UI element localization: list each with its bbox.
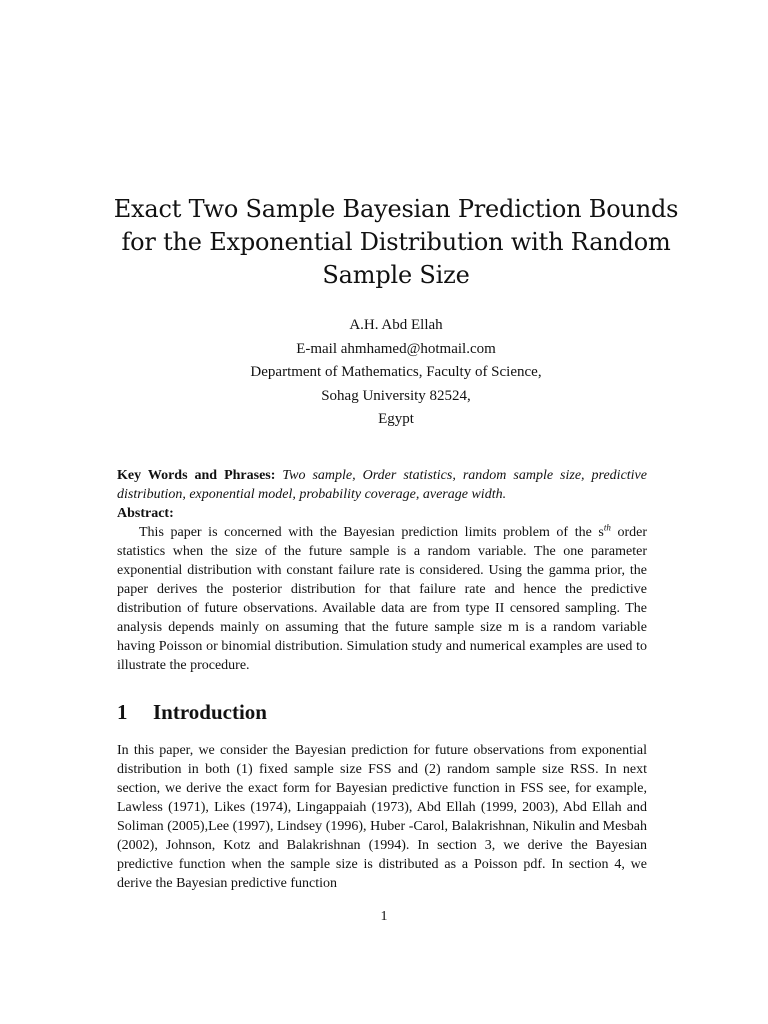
page-number: 1 xyxy=(380,909,388,924)
abstract-superscript: th xyxy=(603,522,611,533)
section-heading-introduction xyxy=(117,700,267,725)
introduction-paragraph: In this paper, we consider the Bayesian prediction for future observations from exponential distribution in both (1) fixed sample size FSS and (2) random sample size RSS. In next section, we derive the exact form for Bayesian predictive function in FSS see, for example, Lawless (1971), Likes (1974), Lingappaiah (1973), Abd Ellah (1999, 2003), Abd Ellah and Soliman (2005),Lee (1997), Lindsey (1996), Huber -Carol, Balakrishnan, Nikulin and Mesbah (2002), Johnson, Kotz and Balakrishnan (1994). In section 3, we derive the Bayesian predictive function when the sample size is distributed as a Poisson pdf. In section 4, we derive the Bayesian predictive function xyxy=(117,743,647,891)
author-block xyxy=(104,314,688,432)
author-name: A.H. Abd Ellah xyxy=(349,317,443,333)
paper-title: Exact Two Sample Bayesian Prediction Bounds for the Exponential Distribution with Random Sample Size xyxy=(113,195,679,289)
section-title: Introduction xyxy=(153,700,267,724)
author-department: Department of Mathematics, Faculty of Science, xyxy=(250,364,542,380)
abstract-text xyxy=(117,523,647,675)
section-number: 1 xyxy=(117,700,128,724)
author-email: E-mail ahmhamed@hotmail.com xyxy=(296,340,496,357)
keywords-line xyxy=(117,466,647,504)
abstract-text-part1: This paper is concerned with the Bayesian prediction limits problem of the s xyxy=(139,525,604,540)
abstract-label: Abstract: xyxy=(117,506,174,521)
author-country: Egypt xyxy=(378,411,414,427)
abstract-text-part2: order statistics when the size of the future sample is a random variable. The one parameter exponential distribution with constant failure rate is considered. Using the gamma prior, the paper derives the posterior distribution for that failure rate and hence the predictive distribution of future observations. Available data are from type II censored sampling. The analysis depends mainly on assuming that the future sample size m is a random variable having Poisson or binomial distribution. Simulation study and numerical examples are used to illustrate the procedure. xyxy=(117,525,647,673)
keywords-label: Key Words and Phrases: xyxy=(117,468,276,483)
author-university: Sohag University 82524, xyxy=(321,387,471,404)
keywords-text: Two sample, Order statistics, random sample size, predictive distribution, exponential model, probability coverage, average width. xyxy=(117,468,647,502)
abstract-block xyxy=(117,466,647,675)
